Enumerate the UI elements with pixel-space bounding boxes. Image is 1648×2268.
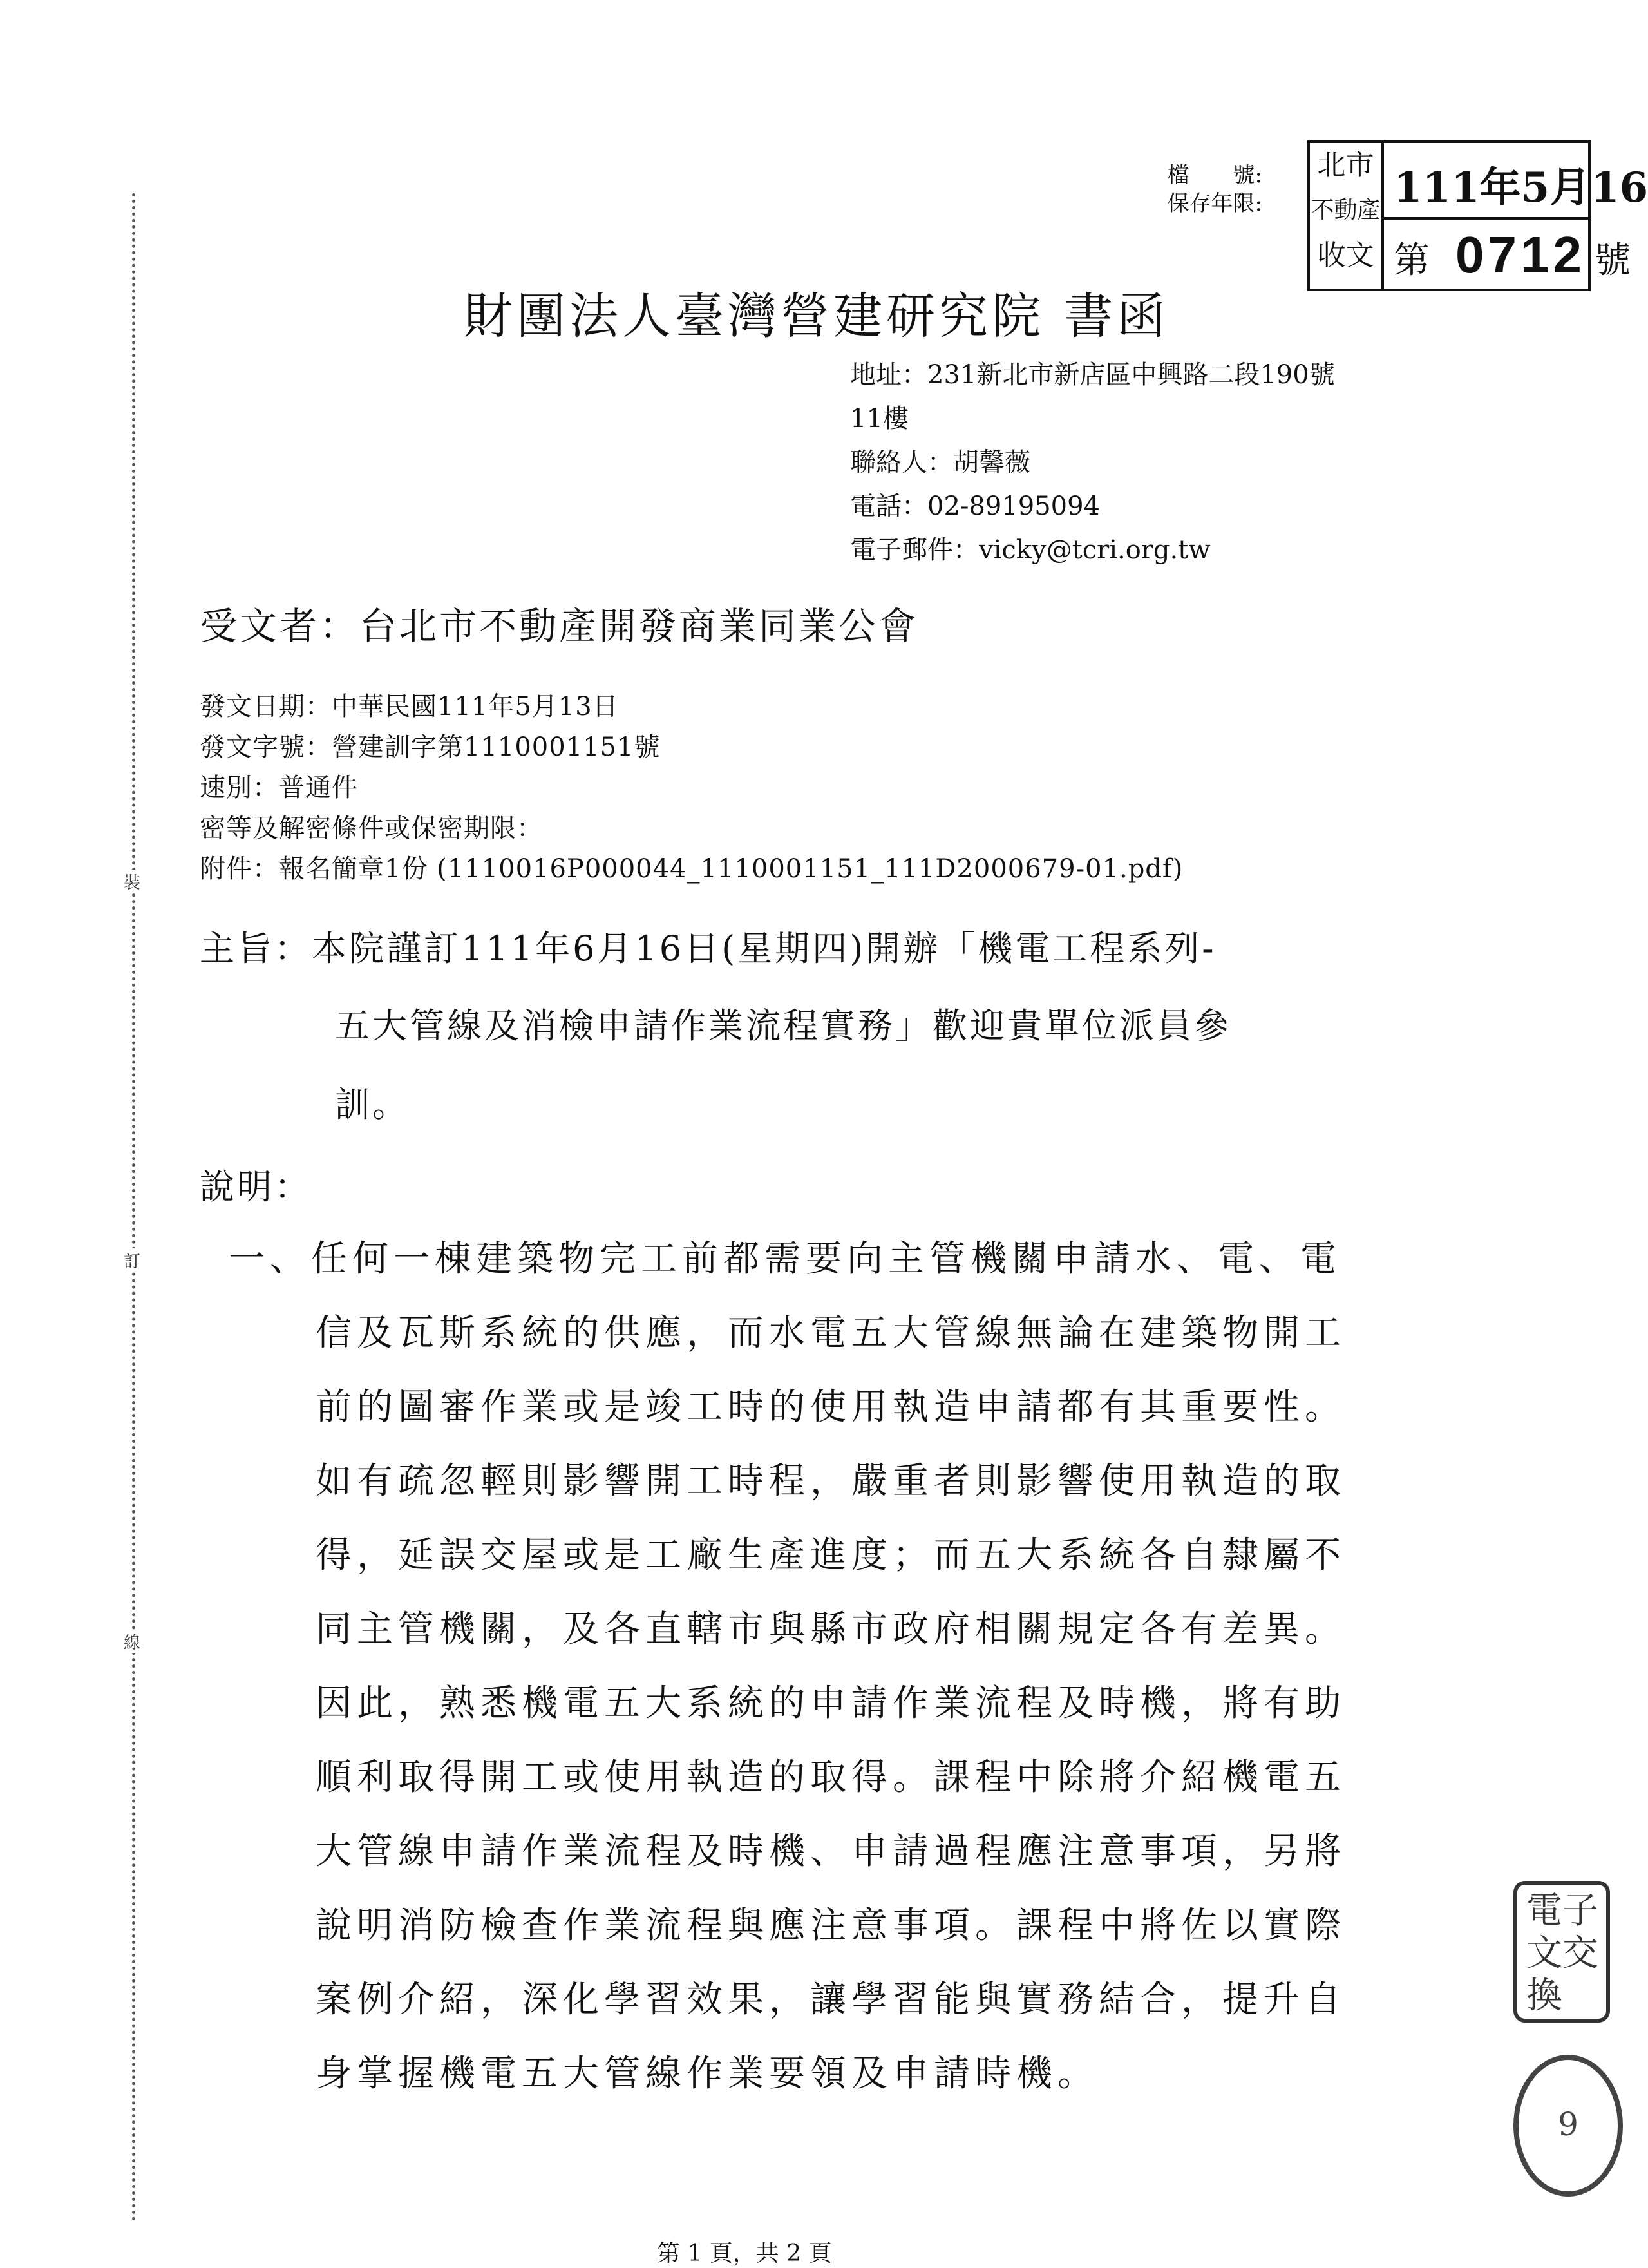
explanation-heading: 說明： (200, 1167, 312, 1207)
round-seal: 9 (1513, 2055, 1623, 2197)
contact-phone: 電話：02-89195094 (850, 491, 1101, 521)
subject-line-1: 主旨：本院謹訂111年6月16日(星期四)開辦「機電工程系列- (200, 928, 1217, 969)
stamp-org-line-3: 收文 (1317, 239, 1374, 272)
item1-line-9: 大管線申請作業流程及時機、申請過程應注意事項，另將 (316, 1831, 1346, 1873)
item1-line-2: 信及瓦斯系統的供應，而水電五大管線無論在建築物開工 (316, 1312, 1346, 1354)
item1-line-10: 說明消防檢查作業流程與應注意事項。課程中將佐以實際 (316, 1905, 1346, 1947)
recipient: 受文者：台北市不動產開發商業同業公會 (200, 604, 919, 648)
binding-char-ding: 訂 (113, 1248, 151, 1272)
item1-line-1: 一、任何一棟建築物完工前都需要向主管機關申請水、電、電 (229, 1238, 1341, 1280)
binding-char-xian: 線 (113, 1630, 151, 1653)
item1-line-11: 案例介紹，深化學習效果，讓學習能與實務結合，提升自 (316, 1979, 1346, 2021)
stamp-org-line-1: 北市 (1317, 149, 1374, 182)
confidentiality: 密等及解密條件或保密期限： (200, 814, 543, 843)
stamp-divider (1384, 217, 1588, 220)
electronic-exchange-seal: 電子文交換 (1513, 1881, 1610, 2023)
item1-line-3: 前的圖審作業或是竣工時的使用執造申請都有其重要性。 (316, 1386, 1346, 1428)
stamp-org-line-2: 不動產 (1311, 197, 1381, 224)
stamp-org-column (1310, 143, 1384, 289)
sender-address-floor: 11樓 (850, 404, 909, 434)
item1-line-8: 順利取得開工或使用執造的取得。課程中除將介紹機電五 (316, 1757, 1346, 1798)
issue-date: 發文日期：中華民國111年5月13日 (200, 692, 619, 721)
document-number: 發文字號：營建訓字第1110001151號 (200, 732, 661, 762)
contact-email: 電子郵件：vicky@tcri.org.tw (850, 535, 1211, 565)
receipt-stamp (1307, 140, 1648, 291)
sender-address: 地址：231新北市新店區中興路二段190號 (850, 360, 1335, 390)
binding-dotted-line (132, 193, 135, 2222)
item1-line-12: 身掌握機電五大管線作業要領及申請時機。 (316, 2053, 1099, 2095)
subject-line-2: 五大管線及消檢申請作業流程實務」歡迎貴單位派員參 (335, 1005, 1231, 1046)
stamp-date: 111年5月16 (1394, 164, 1648, 212)
urgency: 速別：普通件 (200, 773, 358, 803)
file-number-label: 檔 號: (1167, 162, 1262, 188)
stamp-number-suffix: 號 (1594, 240, 1631, 281)
item1-line-4: 如有疏忽輕則影響開工時程，嚴重者則影響使用執造的取 (316, 1460, 1346, 1502)
stamp-number-prefix: 第 (1394, 240, 1430, 281)
letter-title: 財團法人臺灣營建研究院 書函 (464, 287, 1170, 345)
item1-line-6: 同主管機關，及各直轄市與縣市政府相關規定各有差異。 (316, 1608, 1346, 1650)
stamp-number: 0712 (1455, 226, 1586, 283)
item1-line-5: 得，延誤交屋或是工廠生產進度；而五大系統各自隸屬不 (316, 1534, 1346, 1576)
item1-line-7: 因此，熟悉機電五大系統的申請作業流程及時機，將有助 (316, 1682, 1346, 1724)
binding-char-zhuang: 裝 (113, 870, 151, 893)
stamp-number-row (1394, 225, 1631, 285)
subject-line-3: 訓。 (335, 1084, 410, 1125)
attachment: 附件：報名簡章1份 (1110016P000044_1110001151_111D2000679-01.pdf) (200, 854, 1184, 884)
page-footer: 第 1 頁，共 2 頁 (657, 2240, 832, 2267)
contact-person: 聯絡人：胡馨薇 (850, 448, 1030, 477)
retention-period-label: 保存年限: (1167, 191, 1262, 216)
